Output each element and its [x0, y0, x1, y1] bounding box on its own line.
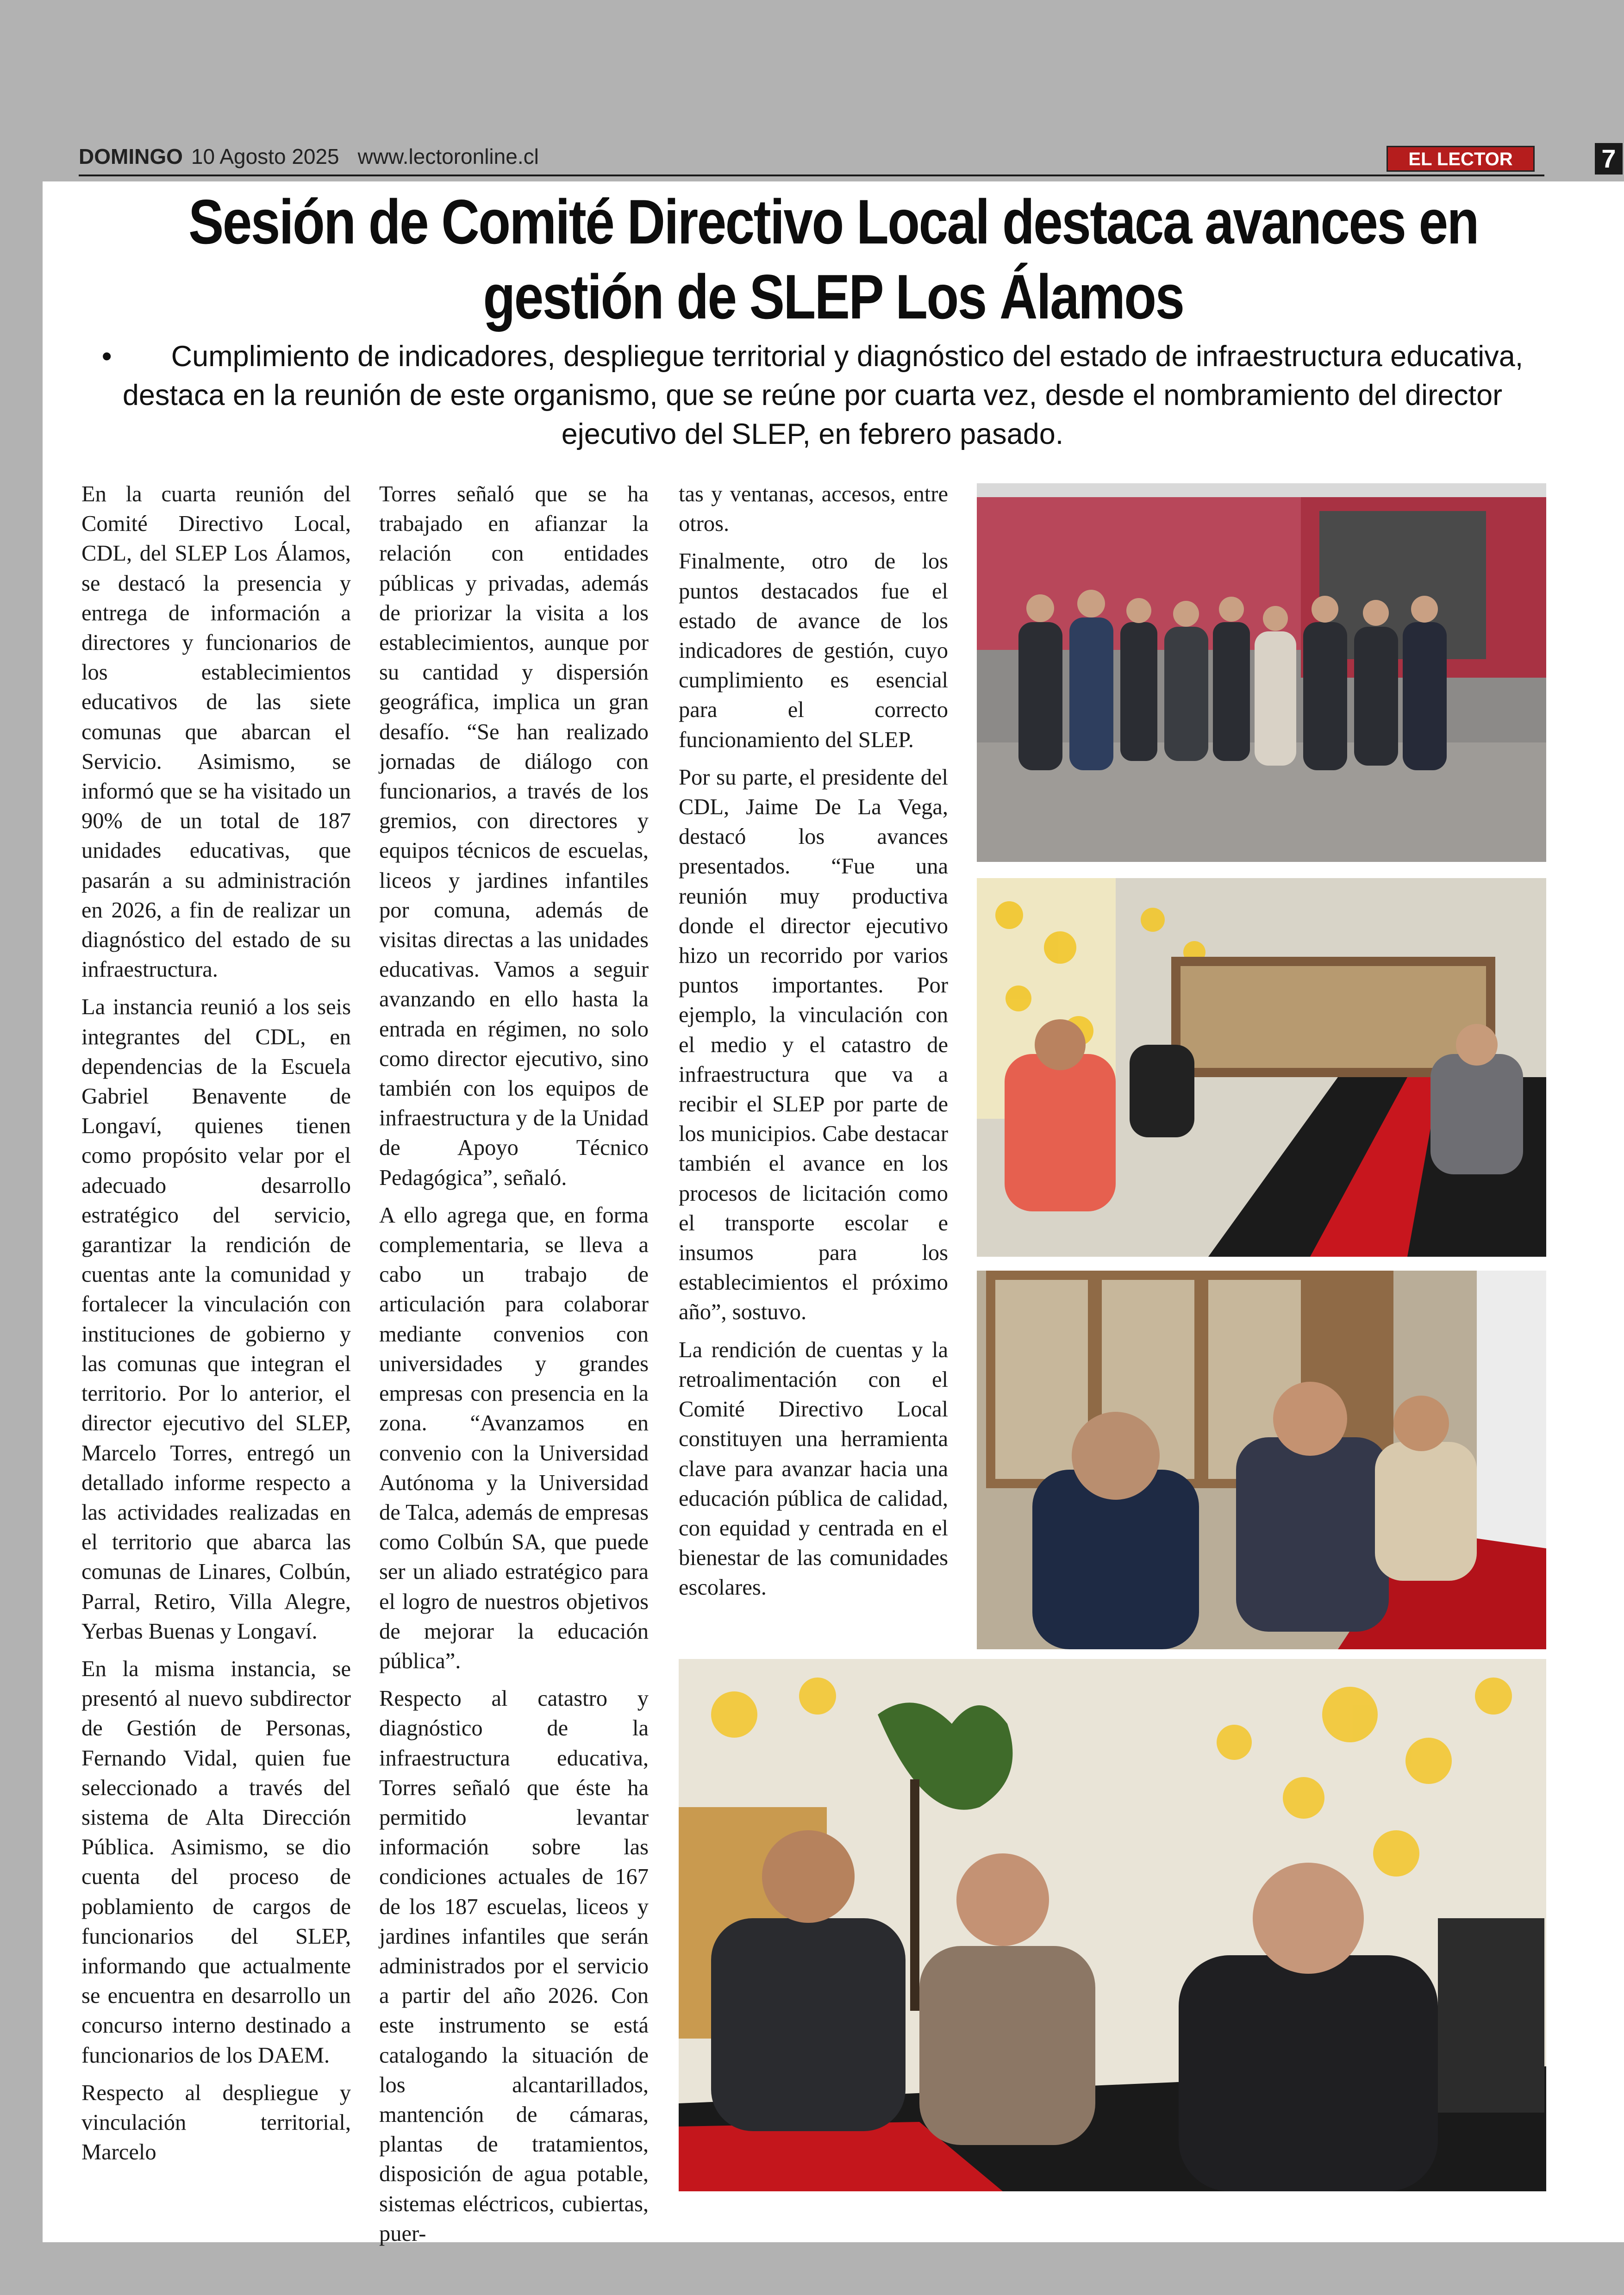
meeting-closeup-photo: [977, 1271, 1546, 1649]
header-dateline: [79, 144, 539, 169]
paragraph: Respecto al despliegue y vinculación territorial, Marcelo: [81, 2080, 351, 2165]
paragraph: Torres señaló que se ha trabajado en afianzar la relación con entidades públicas y privadas, además de priorizar la visita a los establecimientos, aunque por su cantidad y dispersión geográfica, implica un gran desafío. “Se han realizado jornadas de diálogo con funcionarios, a través de los gremios, con directores y equipos técnicos de escuelas, liceos y jardines infantiles por comuna, además de visitas directas a las unidades educativas. Vamos a seguir avanzando en ello hasta la entrada en régimen, no solo como director ejecutivo, sino también con los equipos de infraestructura y de la Unidad de Apoyo Técnico Pedagógica”, señaló.: [379, 482, 649, 1190]
paragraph: Por su parte, el presidente del CDL, Jaime De La Vega, destacó los avances presentados. “Fue una reunión muy productiva donde el director ejecutivo hizo un recorrido por varios puntos importantes. Por ejemplo, la vinculación con el medio y el catastro de infraestructura que va a recibir el SLEP por parte de los municipios. Cabe destacar también el avance en los procesos de licitación como el transporte escolar e insumos para los establecimientos el próximo año”, sostuvo.: [679, 765, 948, 1325]
article-column-1: [81, 480, 351, 2175]
paragraph: Respecto al catastro y diagnóstico de la infraestructura educativa, Torres señaló que éste ha permitido levantar información sobre las condiciones actuales de 167 de los 187 escuelas, liceos y jardines infantiles que serán administrados por el servicio a partir del año 2026. Con este instrumento se está catalogando la situación de los alcantarillados, mantención de cámaras, plantas de tratamientos, disposición de agua potable, sistemas eléctricos, cubiertas, puer-: [379, 1686, 649, 2246]
newspaper-logo: EL LECTOR: [1387, 146, 1535, 172]
header-date-day: 10: [191, 144, 215, 168]
article-column-3: [679, 480, 948, 1611]
subtitle-text: Cumplimiento de indicadores, despliegue territorial y diagnóstico del estado de infraestructura educativa, destaca en la reunión de este organismo, que se reúne por cuarta vez, desde el nombramiento del director ejecutivo del SLEP, en febrero pasado.: [122, 340, 1524, 450]
subtitle-bullet: •: [101, 340, 112, 373]
paragraph: En la misma instancia, se presentó al nuevo subdirector de Gestión de Personas, Fernando Vidal, quien fue seleccionado a través del sistema de Alta Dirección Pública. Asimismo, se dio cuenta del proceso de poblamiento de cargos de funcionarios del SLEP, informando que actualmente se encuentra en desarrollo un concurso interno destinado a funcionarios de los DAEM.: [81, 1656, 351, 2068]
article-column-2: [379, 480, 649, 2257]
header-day: DOMINGO: [79, 144, 183, 168]
group-photo: [977, 483, 1546, 862]
paragraph: En la cuarta reunión del Comité Directivo Local, CDL, del SLEP Los Álamos, se destacó la presencia y entrega de información a directores y funcionarios de los establecimientos educativos de las siete comunas que abarcan el Servicio. Asimismo, se informó que se ha visitado un 90% de un total de 187 unidades educativas, que pasarán a su administración en 2026, a fin de realizar un diagnóstico del estado de su infraestructura.: [81, 482, 351, 982]
paragraph: tas y ventanas, accesos, entre otros.: [679, 482, 948, 536]
header-date-month: Agosto: [219, 144, 286, 168]
header-date-year: 2025: [292, 144, 339, 168]
page-header: [79, 141, 1616, 176]
paragraph: La rendición de cuentas y la retroalimentación con el Comité Directivo Local constituyen una herramienta clave para avanzar hacia una educación pública de calidad, con equidad y centrada en el bienestar de las comunidades escolares.: [679, 1337, 948, 1600]
article-title: Sesión de Comité Directivo Local destaca avances en gestión de SLEP Los Álamos: [188, 187, 1478, 332]
page-number: 7: [1595, 143, 1623, 175]
paragraph: A ello agrega que, en forma complementaria, se lleva a cabo un trabajo de articulación para colaborar mediante convenios con universidades y grandes empresas con presencia en la zona. “Avanzamos en convenio con la Universidad Autónoma y la Universidad de Talca, además de empresas como Colbún SA, que puede ser un aliado estratégico para el logro de nuestros objetivos de mejorar la educación pública”.: [379, 1203, 649, 1673]
meeting-photo: [977, 878, 1546, 1257]
paragraph: La instancia reunió a los seis integrantes del CDL, en dependencias de la Escuela Gabriel Benavente de Longaví, quienes tienen como propósito velar por el adecuado desarrollo estratégico del servicio, garantizar la rendición de cuentas ante la comunidad y fortalecer la vinculación con instituciones de gobierno y las comunas que integran el territorio. Por lo anterior, el director ejecutivo del SLEP, Marcelo Torres, entregó un detallado informe respecto a las actividades realizadas en el territorio que abarca las comunas de Linares, Colbún, Parral, Retiro, Villa Alegre, Yerbas Buenas y Longaví.: [81, 995, 351, 1644]
header-website-link[interactable]: www.lectoronline.cl: [357, 144, 539, 168]
paragraph: Finalmente, otro de los puntos destacados fue el estado de avance de los indicadores de gestión, cuyo cumplimiento es esencial para el correcto funcionamiento del SLEP.: [679, 549, 948, 752]
committee-members-photo: [679, 1659, 1546, 2191]
article-subtitle: [80, 337, 1545, 454]
